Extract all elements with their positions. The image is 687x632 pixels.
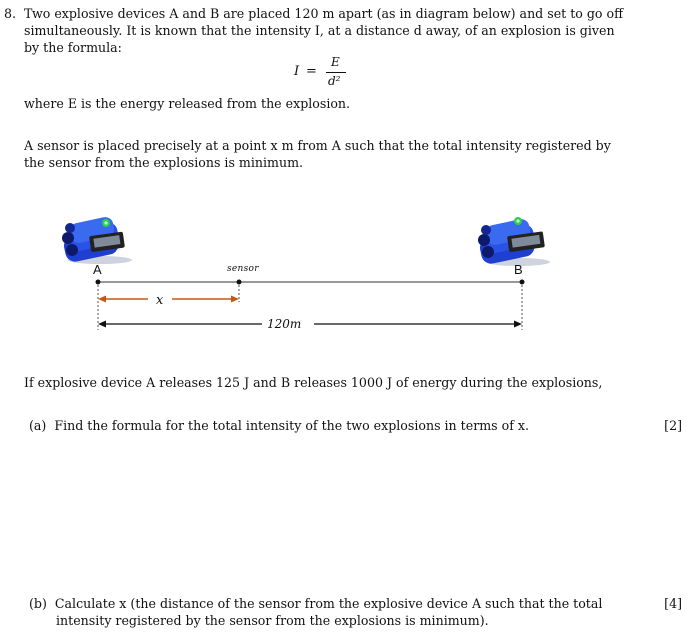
label-x: x bbox=[156, 293, 164, 308]
formula-numerator: E bbox=[331, 55, 340, 69]
formula-lhs: I bbox=[294, 64, 300, 79]
part-b-text-2: intensity registered by the sensor from the explosions is minimum). bbox=[56, 613, 489, 628]
where-line: where E is the energy released from the explosion. bbox=[24, 96, 351, 111]
part-b-line-1 bbox=[29, 596, 602, 612]
label-a: A bbox=[93, 262, 102, 277]
energy-line: If explosive device A releases 125 J and B releases 1000 J of energy during the explosions, bbox=[24, 375, 603, 390]
label-sensor: sensor bbox=[227, 264, 259, 274]
point-a bbox=[96, 280, 101, 285]
sensor-line-2: the sensor from the explosions is minimum. bbox=[24, 155, 304, 170]
part-a-marks: [2] bbox=[664, 418, 682, 433]
label-b: B bbox=[514, 262, 523, 277]
intro-line-3: by the formula: bbox=[24, 40, 122, 55]
intro-line-2: simultaneously. It is known that the intensity I, at a distance d away, of an explosion is given bbox=[24, 23, 615, 38]
x-distance-arrow bbox=[98, 296, 239, 303]
part-b-label: (b) bbox=[29, 596, 47, 611]
label-120m: 120m bbox=[267, 317, 302, 331]
bomb-b-icon bbox=[478, 217, 550, 266]
question-number: 8. bbox=[4, 6, 17, 21]
intro-line-1: Two explosive devices A and B are placed 120 m apart (as in diagram below) and set to go off bbox=[24, 6, 624, 21]
part-b-text-1: Calculate x (the distance of the sensor from the explosive device A such that the total bbox=[54, 596, 603, 611]
part-a-label: (a) bbox=[29, 418, 47, 433]
distance-120m-arrow bbox=[98, 321, 522, 328]
formula-denominator: d² bbox=[328, 74, 341, 88]
part-b-marks: [4] bbox=[664, 596, 682, 611]
bomb-a-icon bbox=[62, 216, 132, 264]
part-a-text: Find the formula for the total intensity of the two explosions in terms of x. bbox=[54, 418, 529, 433]
sensor-line-1: A sensor is placed precisely at a point x m from A such that the total intensity registered by bbox=[24, 138, 611, 153]
point-sensor bbox=[237, 280, 242, 285]
part-a bbox=[29, 418, 529, 434]
formula-equals: = bbox=[306, 64, 317, 79]
point-b bbox=[520, 280, 525, 285]
